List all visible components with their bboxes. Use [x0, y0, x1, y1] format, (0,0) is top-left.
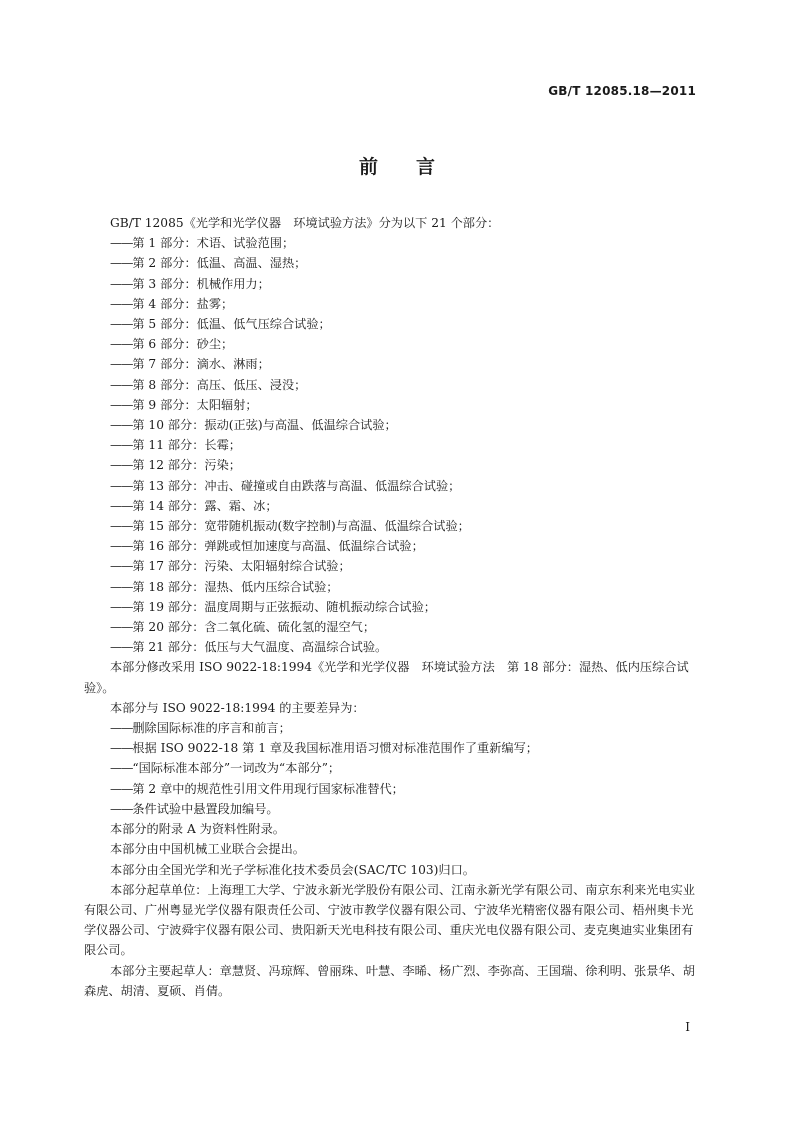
list-dash: ——: [110, 357, 133, 372]
part-item-text: 第 18 部分：湿热、低内压综合试验；: [132, 579, 339, 594]
difference-item-text: 根据 ISO 9022-18 第 1 章及我国标准用语习惯对标准范围作了重新编写；: [132, 741, 538, 756]
differences-intro: 本部分与 ISO 9022-18:1994 的主要差异为：: [110, 700, 365, 715]
list-dash: ——: [110, 236, 133, 251]
part-item-text: 第 10 部分：振动(正弦)与高温、低温综合试验；: [132, 418, 397, 433]
part-item: [84, 455, 700, 475]
part-item: [84, 395, 700, 415]
part-item: [84, 435, 700, 455]
intro-paragraph: GB/T 12085《光学和光学仪器 环境试验方法》分为以下 21 个部分：: [110, 216, 500, 230]
part-item: [84, 294, 700, 314]
drafting-units: 本部分起草单位：上海理工大学、宁波永新光学股份有限公司、江南永新光学有限公司、南京东利来光电实业有限公司、广州粤显光学仪器有限责任公司、宁波市教学仪器有限公司、宁波华光精密仪器有限公司、梧州奥卡光学仪器公司、宁波舜宇仪器有限公司、贵阳新天光电科技有限公司、重庆光电仪器有限公司、麦克奥迪实业集团有限公司。: [84, 882, 695, 958]
part-item-text: 第 5 部分：低温、低气压综合试验；: [132, 317, 331, 332]
list-dash: ——: [110, 438, 133, 453]
part-item: [84, 476, 700, 496]
list-dash: ——: [110, 478, 133, 493]
part-item: [84, 253, 700, 273]
part-item-text: 第 2 部分：低温、高温、湿热；: [132, 256, 307, 271]
list-dash: ——: [110, 599, 133, 614]
part-item-text: 第 8 部分：高压、低压、浸没；: [132, 377, 307, 392]
part-item: [84, 597, 700, 617]
list-dash: ——: [110, 559, 133, 574]
adoption-paragraph: 本部分修改采用 ISO 9022-18:1994《光学和光学仪器 环境试验方法 第 18 部分：湿热、低内压综合试验》。: [84, 660, 689, 695]
part-item-text: 第 16 部分：弹跳或恒加速度与高温、低温综合试验；: [132, 539, 424, 554]
part-item-text: 第 19 部分：温度周期与正弦振动、随机振动综合试验；: [132, 599, 436, 614]
part-item: [84, 314, 700, 334]
list-dash: ——: [110, 337, 133, 352]
proposed-by: 本部分由中国机械工业联合会提出。: [110, 842, 305, 857]
part-item: [84, 354, 700, 374]
difference-item-text: 删除国际标准的序言和前言；: [132, 721, 291, 736]
part-item-text: 第 21 部分：低压与大气温度、高温综合试验。: [132, 640, 388, 655]
part-item: [84, 556, 700, 576]
part-item-text: 第 11 部分：长霉；: [132, 438, 241, 453]
difference-item-text: 第 2 章中的规范性引用文件用现行国家标准替代；: [132, 781, 404, 796]
centralized-by: 本部分由全国光学和光子学标准化技术委员会(SAC/TC 103)归口。: [110, 862, 475, 877]
list-dash: ——: [110, 256, 133, 271]
list-dash: ——: [110, 498, 133, 513]
list-dash: ——: [110, 579, 133, 594]
part-item: [84, 274, 700, 294]
list-dash: ——: [110, 519, 133, 534]
parts-list: [84, 233, 700, 657]
list-dash: ——: [110, 761, 133, 776]
difference-item: [84, 799, 700, 819]
list-dash: ——: [110, 801, 133, 816]
part-item-text: 第 4 部分：盐雾；: [132, 296, 234, 311]
list-dash: ——: [110, 721, 133, 736]
part-item: [84, 496, 700, 516]
part-item: [84, 536, 700, 556]
difference-item-text: 条件试验中悬置段加编号。: [132, 801, 279, 816]
list-dash: ——: [110, 640, 133, 655]
part-item-text: 第 12 部分：污染；: [132, 458, 241, 473]
page-title: 前言: [358, 156, 473, 178]
list-dash: ——: [110, 377, 133, 392]
part-item-text: 第 7 部分：滴水、淋雨；: [132, 357, 270, 372]
list-dash: ——: [110, 276, 133, 291]
part-item: [84, 637, 700, 657]
part-item: [84, 577, 700, 597]
difference-item: [84, 738, 700, 758]
list-dash: ——: [110, 458, 133, 473]
list-dash: ——: [110, 317, 133, 332]
drafters: 本部分主要起草人：章慧贤、冯琼辉、曾丽珠、叶慧、李晞、杨广烈、李弥高、王国瑞、徐利明、张景华、胡森虎、胡清、夏硕、肖倩。: [84, 963, 695, 998]
part-item-text: 第 6 部分：砂尘；: [132, 337, 234, 352]
foreword-body: [84, 213, 700, 1001]
list-dash: ——: [110, 397, 133, 412]
part-item-text: 第 13 部分：冲击、碰撞或自由跌落与高温、低温综合试验；: [132, 478, 461, 493]
list-dash: ——: [110, 418, 133, 433]
annex-note: 本部分的附录 A 为资料性附录。: [110, 822, 285, 837]
part-item-text: 第 3 部分：机械作用力；: [132, 276, 270, 291]
difference-item: [84, 758, 700, 778]
part-item: [84, 334, 700, 354]
part-item: [84, 516, 700, 536]
part-item-text: 第 14 部分：露、霜、冰；: [132, 498, 278, 513]
list-dash: ——: [110, 620, 133, 635]
difference-item: [84, 779, 700, 799]
part-item: [84, 233, 700, 253]
differences-list: [84, 718, 700, 819]
difference-item: [84, 718, 700, 738]
part-item-text: 第 9 部分：太阳辐射；: [132, 397, 258, 412]
list-dash: ——: [110, 539, 133, 554]
part-item-text: 第 15 部分：宽带随机振动(数字控制)与高温、低温综合试验；: [132, 519, 470, 534]
part-item-text: 第 1 部分：术语、试验范围；: [132, 236, 295, 251]
part-item-text: 第 17 部分：污染、太阳辐射综合试验；: [132, 559, 351, 574]
list-dash: ——: [110, 741, 133, 756]
list-dash: ——: [110, 296, 133, 311]
list-dash: ——: [110, 781, 133, 796]
part-item-text: 第 20 部分：含二氧化硫、硫化氢的湿空气；: [132, 620, 376, 635]
page-number: I: [685, 1020, 690, 1034]
part-item: [84, 415, 700, 435]
standard-number: GB/T 12085.18—2011: [548, 84, 696, 98]
difference-item-text: “国际标准本部分”一词改为“本部分”；: [132, 761, 341, 776]
part-item: [84, 617, 700, 637]
part-item: [84, 375, 700, 395]
